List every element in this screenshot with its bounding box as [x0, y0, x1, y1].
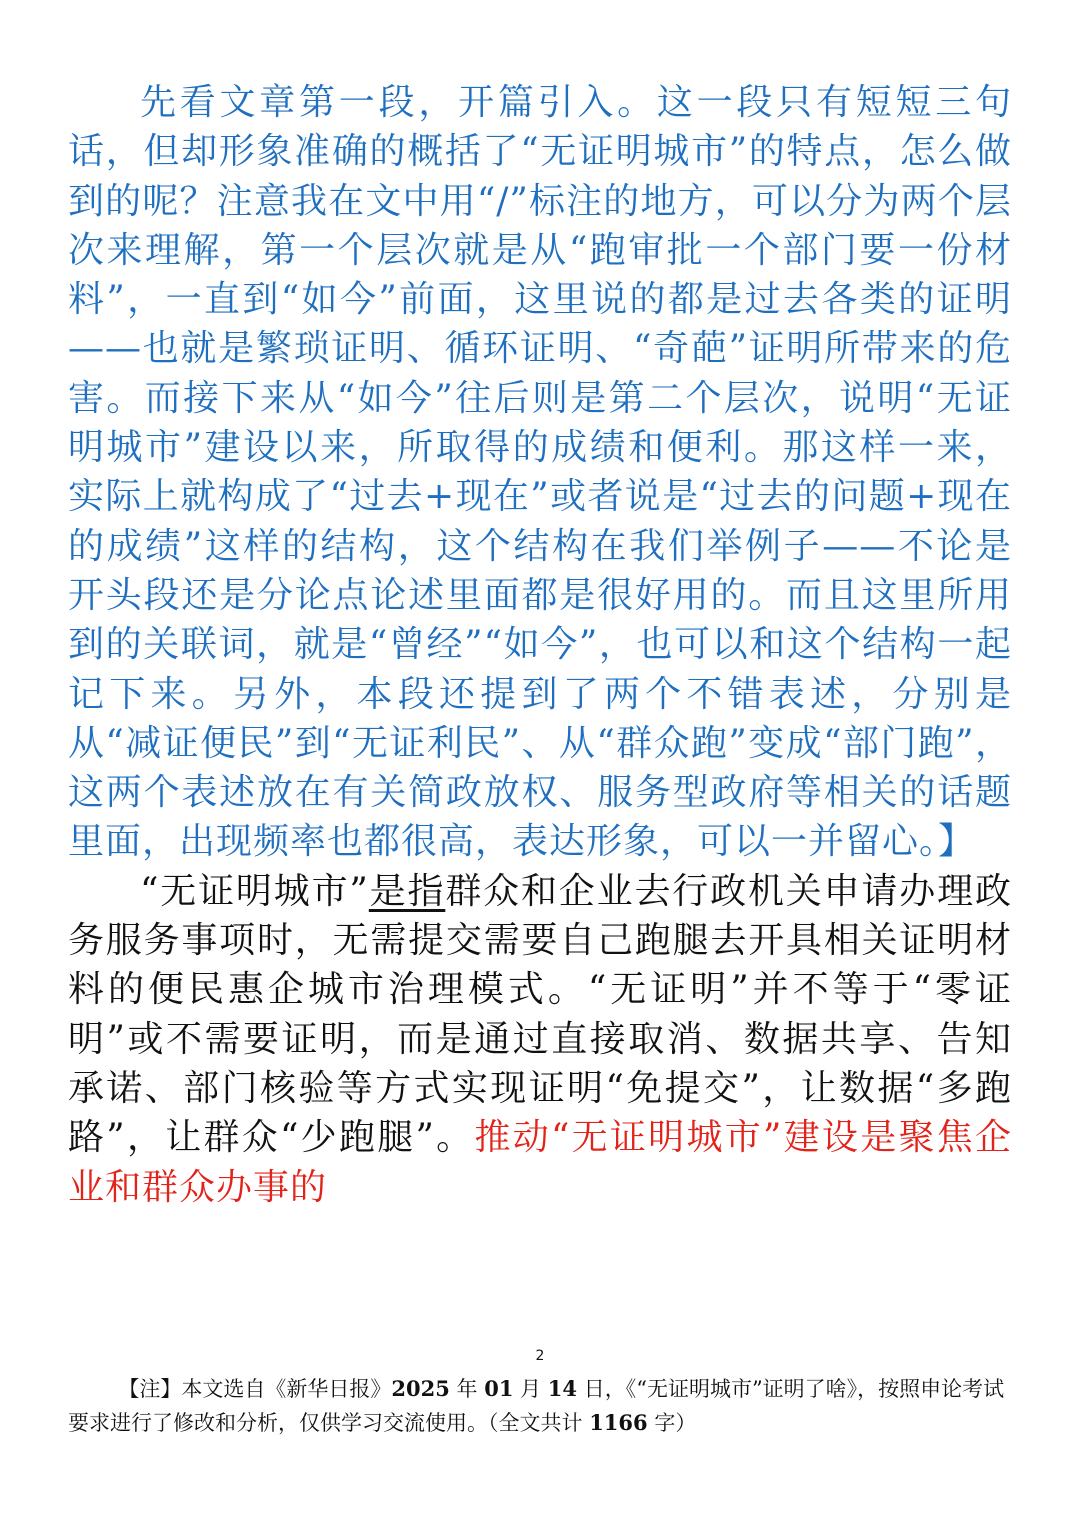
footnote-text: 年: [449, 1377, 485, 1401]
article-text-rest: 群众和企业去行政机关申请办理政务服务事项时，无需提交需要自己跑腿去开具相关证明材料的便民惠企城市治理模式。“无证明”并不等于“零证明”或不需要证明，而是通过直接取消、数据共享、告知承诺、部门核验等方式实现证明“免提交”，让数据“多跑路”，让群众“少跑腿”。: [68, 870, 1012, 1159]
highlighted-sentence: 推动“无证明城市”建设是聚焦企业和群众办事的: [68, 1117, 1012, 1208]
footnote-day: 14: [547, 1376, 578, 1401]
article-text-start: “无证明城市”: [140, 870, 369, 912]
footnote-word-count: 1166: [589, 1410, 648, 1435]
footnote-text: 【注】本文选自《新华日报》: [118, 1377, 392, 1401]
body-text: [68, 78, 1012, 1212]
footnote-year: 2025: [391, 1376, 450, 1401]
analysis-paragraph: 先看文章第一段，开篇引入。这一段只有短短三句话，但却形象准确的概括了“无证明城市”的特点，怎么做到的呢？注意我在文中用“/”标注的地方，可以分为两个层次来理解，第一个层次就是从“跑审批一个部门要一份材料”，一直到“如今”前面，这里说的都是过去各类的证明——也就是繁琐证明、循环证明、“奇葩”证明所带来的危害。而接下来从“如今”往后则是第二个层次，说明“无证明城市”建设以来，所取得的成绩和便利。那这样一来，实际上就构成了“过去+现在”或者说是“过去的问题+现在的成绩”这样的结构，这个结构在我们举例子——不论是开头段还是分论点论述里面都是很好用的。而且这里所用到的关联词，就是“曾经”“如今”，也可以和这个结构一起记下来。另外，本段还提到了两个不错表述，分别是从“减证便民”到“无证利民”、从“群众跑”变成“部门跑”，这两个表述放在有关简政放权、服务型政府等相关的话题里面，出现频率也都很高，表达形象，可以一并留心。】: [68, 82, 1012, 863]
footnote-month: 01: [484, 1376, 514, 1401]
page-number: 2: [535, 1348, 545, 1364]
article-paragraph: [68, 867, 1012, 1212]
footnote-text: 日，《“无证明城市”证明了啥》，按照申论考试要求进行了修改和分析，仅供学习交流使用。（全文共计: [68, 1377, 1005, 1435]
footnote: [68, 1372, 1012, 1440]
footnote-text: 月: [513, 1377, 548, 1401]
footnote-text: 字）: [647, 1411, 697, 1435]
underlined-term: 是指: [368, 870, 446, 912]
